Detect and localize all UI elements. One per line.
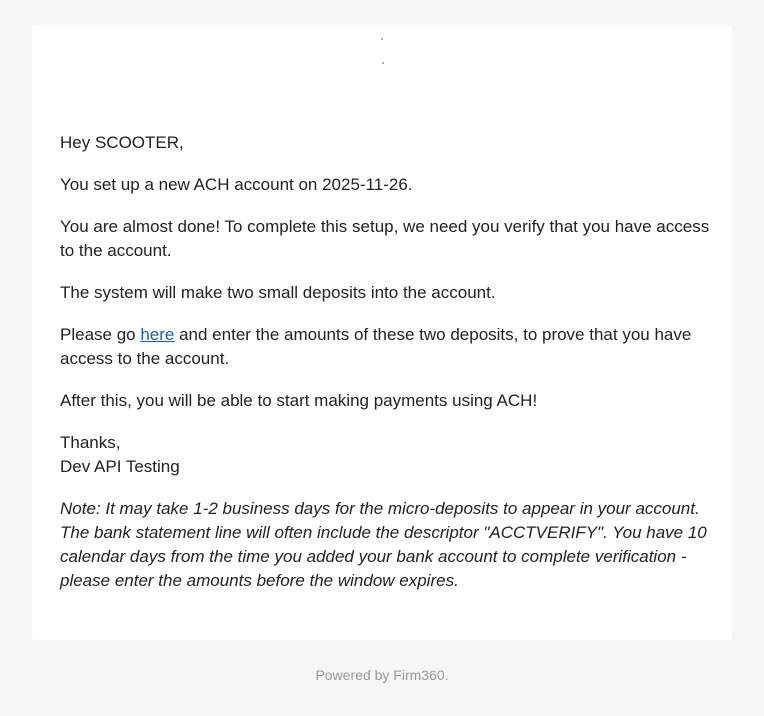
- setup-date-text: You set up a new ACH account on 2025-11-26.: [60, 175, 413, 194]
- thanks-text: Thanks,: [60, 433, 121, 452]
- sign-off: [60, 431, 710, 479]
- instruction-suffix: and enter the amounts of these two deposits, to prove that you have access to the account.: [60, 325, 692, 368]
- deposits-text: The system will make two small deposits into the account.: [60, 283, 496, 302]
- almost-done-text: You are almost done! To complete this setup, we need you verify that you have access to the account.: [60, 217, 710, 260]
- greeting-text: Hey SCOOTER,: [60, 133, 184, 152]
- instruction-paragraph: [60, 323, 710, 371]
- signature-text: Dev API Testing: [60, 457, 180, 476]
- instruction-prefix: Please go: [60, 325, 141, 344]
- note-text: Note: It may take 1-2 business days for the micro-deposits to appear in your account. The bank statement line will often include the descriptor "ACCTVERIFY". You have 10 calendar days from the time you added your bank account to complete verification - please enter the amounts before the window expires.: [60, 499, 707, 590]
- email-card: [32, 25, 732, 640]
- after-text: After this, you will be able to start making payments using ACH!: [60, 391, 538, 410]
- logo-image: [372, 35, 392, 69]
- email-body: [60, 131, 710, 611]
- verify-here-link[interactable]: here: [140, 325, 175, 344]
- footer-powered-by: Powered by Firm360.: [315, 667, 449, 683]
